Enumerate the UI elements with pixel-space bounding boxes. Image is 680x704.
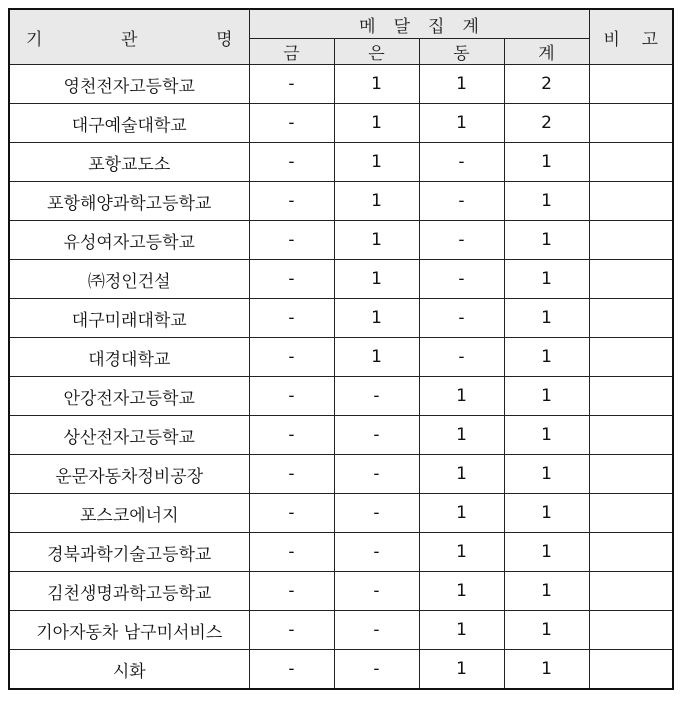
cell-note <box>589 455 673 494</box>
table-row <box>9 104 673 143</box>
header-org-char: 기 <box>26 29 43 50</box>
table-body <box>9 65 673 690</box>
cell-gold: - <box>249 416 334 455</box>
cell-silver: - <box>334 416 419 455</box>
cell-bronze: - <box>419 143 504 182</box>
cell-organization: 시화 <box>9 650 249 690</box>
cell-note <box>589 650 673 690</box>
table-header <box>9 9 673 65</box>
cell-note <box>589 611 673 650</box>
header-silver: 은 <box>334 39 419 65</box>
cell-silver: - <box>334 611 419 650</box>
cell-silver: 1 <box>334 221 419 260</box>
cell-note <box>589 221 673 260</box>
cell-total: 2 <box>504 104 589 143</box>
cell-total: 1 <box>504 377 589 416</box>
cell-note <box>589 65 673 104</box>
header-gold: 금 <box>249 39 334 65</box>
cell-bronze: 1 <box>419 416 504 455</box>
cell-organization: 상산전자고등학교 <box>9 416 249 455</box>
header-medal-char: 메 <box>359 16 376 37</box>
cell-bronze: 1 <box>419 650 504 690</box>
cell-organization: 포항교도소 <box>9 143 249 182</box>
cell-organization: 김천생명과학고등학교 <box>9 572 249 611</box>
cell-gold: - <box>249 182 334 221</box>
cell-organization: 영천전자고등학교 <box>9 65 249 104</box>
cell-total: 1 <box>504 650 589 690</box>
table-row <box>9 377 673 416</box>
cell-organization: 경북과학기술고등학교 <box>9 533 249 572</box>
table-row <box>9 650 673 690</box>
table-row <box>9 338 673 377</box>
cell-total: 1 <box>504 221 589 260</box>
cell-note <box>589 416 673 455</box>
cell-organization: 포스코에너지 <box>9 494 249 533</box>
cell-total: 1 <box>504 182 589 221</box>
cell-gold: - <box>249 260 334 299</box>
table-row <box>9 65 673 104</box>
cell-note <box>589 338 673 377</box>
cell-bronze: 1 <box>419 494 504 533</box>
table-row <box>9 299 673 338</box>
table-row <box>9 416 673 455</box>
header-medal-char: 계 <box>462 16 479 37</box>
cell-note <box>589 572 673 611</box>
cell-bronze: 1 <box>419 377 504 416</box>
cell-note <box>589 299 673 338</box>
header-organization <box>9 9 249 65</box>
cell-gold: - <box>249 650 334 690</box>
cell-silver: - <box>334 494 419 533</box>
cell-note <box>589 182 673 221</box>
cell-total: 1 <box>504 143 589 182</box>
cell-organization: 운문자동차정비공장 <box>9 455 249 494</box>
header-note-char: 고 <box>641 29 658 50</box>
cell-total: 1 <box>504 455 589 494</box>
cell-bronze: - <box>419 338 504 377</box>
cell-gold: - <box>249 221 334 260</box>
cell-silver: - <box>334 455 419 494</box>
cell-gold: - <box>249 377 334 416</box>
cell-bronze: 1 <box>419 611 504 650</box>
cell-silver: 1 <box>334 104 419 143</box>
cell-bronze: - <box>419 299 504 338</box>
cell-bronze: - <box>419 260 504 299</box>
header-note <box>589 9 673 65</box>
table-row <box>9 260 673 299</box>
header-org-char: 명 <box>216 29 233 50</box>
cell-organization: 대구미래대학교 <box>9 299 249 338</box>
cell-bronze: 1 <box>419 455 504 494</box>
table-row <box>9 143 673 182</box>
cell-silver: 1 <box>334 65 419 104</box>
cell-total: 1 <box>504 533 589 572</box>
header-medal-summary <box>249 9 589 39</box>
cell-gold: - <box>249 143 334 182</box>
cell-total: 1 <box>504 416 589 455</box>
header-note-char: 비 <box>603 29 620 50</box>
cell-organization: 포항해양과학고등학교 <box>9 182 249 221</box>
cell-bronze: - <box>419 221 504 260</box>
cell-note <box>589 143 673 182</box>
header-medal-char: 집 <box>428 16 445 37</box>
cell-organization: 안강전자고등학교 <box>9 377 249 416</box>
cell-silver: 1 <box>334 299 419 338</box>
cell-gold: - <box>249 611 334 650</box>
cell-gold: - <box>249 65 334 104</box>
cell-note <box>589 377 673 416</box>
cell-silver: 1 <box>334 182 419 221</box>
cell-silver: - <box>334 572 419 611</box>
medal-table <box>8 8 674 690</box>
table-row <box>9 533 673 572</box>
cell-organization: 대구예술대학교 <box>9 104 249 143</box>
cell-total: 1 <box>504 494 589 533</box>
cell-gold: - <box>249 494 334 533</box>
cell-organization: 대경대학교 <box>9 338 249 377</box>
header-medal-char: 달 <box>393 16 410 37</box>
cell-gold: - <box>249 533 334 572</box>
cell-gold: - <box>249 338 334 377</box>
table-row <box>9 221 673 260</box>
cell-bronze: 1 <box>419 533 504 572</box>
cell-silver: - <box>334 650 419 690</box>
cell-organization: 유성여자고등학교 <box>9 221 249 260</box>
cell-silver: - <box>334 377 419 416</box>
cell-note <box>589 494 673 533</box>
table-row <box>9 494 673 533</box>
header-total: 계 <box>504 39 589 65</box>
cell-silver: 1 <box>334 260 419 299</box>
cell-total: 1 <box>504 299 589 338</box>
header-org-char: 관 <box>121 29 138 50</box>
cell-total: 1 <box>504 260 589 299</box>
cell-bronze: 1 <box>419 65 504 104</box>
table-row <box>9 182 673 221</box>
table-row <box>9 611 673 650</box>
cell-total: 1 <box>504 611 589 650</box>
cell-note <box>589 104 673 143</box>
cell-bronze: - <box>419 182 504 221</box>
cell-organization: ㈜정인건설 <box>9 260 249 299</box>
cell-total: 1 <box>504 338 589 377</box>
table-row <box>9 455 673 494</box>
cell-note <box>589 260 673 299</box>
medal-table-container <box>8 8 674 690</box>
cell-organization: 기아자동차 남구미서비스 <box>9 611 249 650</box>
table-row <box>9 572 673 611</box>
cell-total: 2 <box>504 65 589 104</box>
cell-bronze: 1 <box>419 104 504 143</box>
cell-gold: - <box>249 299 334 338</box>
header-bronze: 동 <box>419 39 504 65</box>
cell-gold: - <box>249 104 334 143</box>
cell-silver: - <box>334 533 419 572</box>
cell-total: 1 <box>504 572 589 611</box>
cell-silver: 1 <box>334 143 419 182</box>
cell-gold: - <box>249 455 334 494</box>
cell-note <box>589 533 673 572</box>
cell-bronze: 1 <box>419 572 504 611</box>
cell-silver: 1 <box>334 338 419 377</box>
cell-gold: - <box>249 572 334 611</box>
